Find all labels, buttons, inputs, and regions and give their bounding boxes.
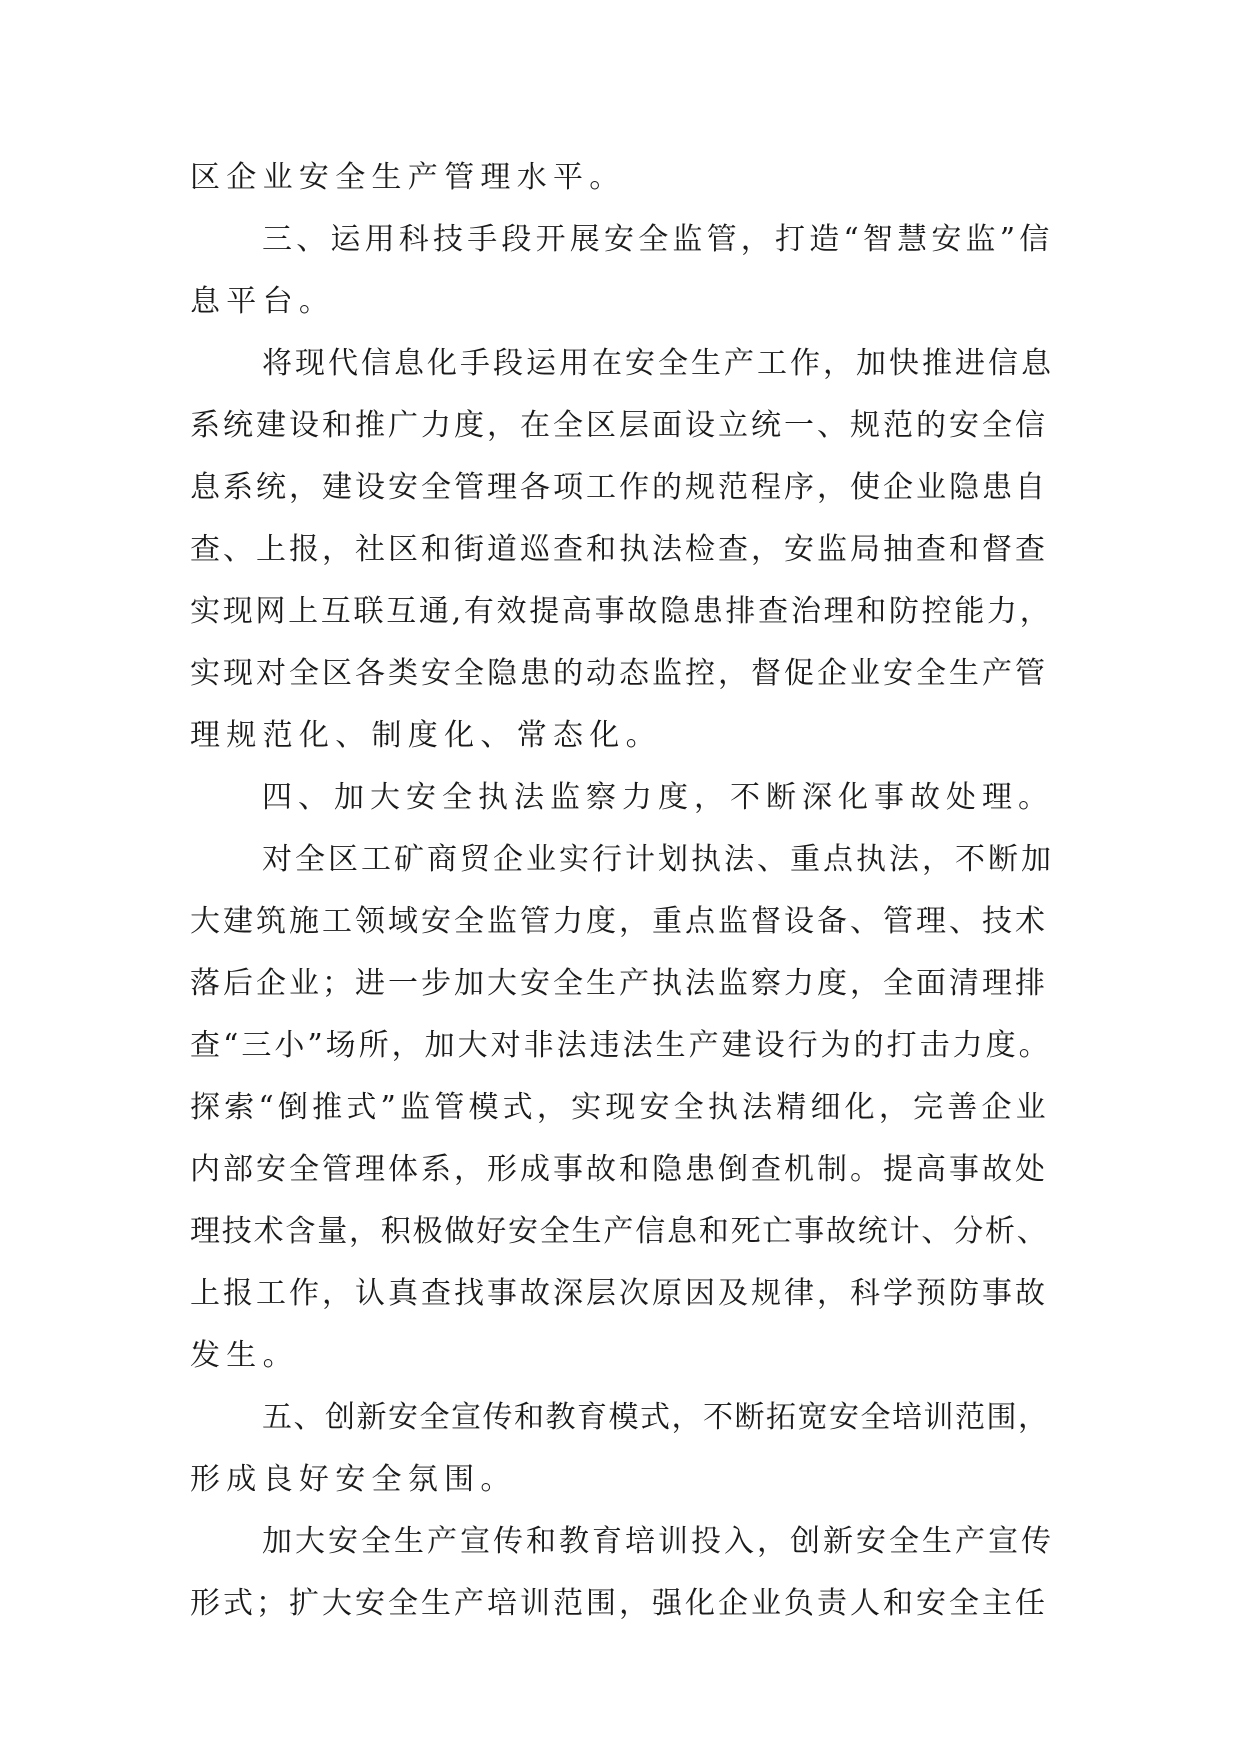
text-line: 理技术含量，积极做好安全生产信息和死亡事故统计、分析、 [190,1214,1049,1249]
text-line: 查、上报，社区和街道巡查和执法检查，安监局抽查和督查 [190,532,1048,567]
text-line: 大建筑施工领域安全监管力度，重点监督设备、管理、技术 [190,904,1048,939]
text-line: 区企业安全生产管理水平。 [190,160,626,195]
section-heading-4: 四、加大安全执法监察力度，不断深化事故处理。 [262,780,1054,815]
text-line: 加大安全生产宣传和教育培训投入，创新安全生产宣传 [262,1524,1054,1559]
text-line: 对全区工矿商贸企业实行计划执法、重点执法，不断加 [262,842,1054,877]
text-line: 息平台。 [190,284,336,319]
text-line: 查“三小”场所，加大对非法违法生产建设行为的打击力度。 [190,1028,1052,1063]
text-line: 发生。 [190,1338,299,1373]
section-heading-3: 三、运用科技手段开展安全监管，打造“智慧安监”信 [262,222,1054,257]
text-line: 内部安全管理体系，形成事故和隐患倒查机制。提高事故处 [190,1152,1048,1187]
text-line: 将现代信息化手段运用在安全生产工作，加快推进信息 [262,346,1054,381]
section-heading-5: 五、创新安全宣传和教育模式，不断拓宽安全培训范围， [262,1400,1050,1435]
text-line: 息系统，建设安全管理各项工作的规范程序，使企业隐患自 [190,470,1048,505]
document-body [190,147,1054,1635]
text-line: 系统建设和推广力度，在全区层面设立统一、规范的安全信 [190,408,1048,443]
text-line: 上报工作，认真查找事故深层次原因及规律，科学预防事故 [190,1276,1048,1311]
text-line: 形式；扩大安全生产培训范围，强化企业负责人和安全主任 [190,1586,1048,1621]
text-line: 理规范化、制度化、常态化。 [190,718,662,753]
text-line: 实现对全区各类安全隐患的动态监控，督促企业安全生产管 [190,656,1048,691]
text-line: 形成良好安全氛围。 [190,1462,517,1497]
text-line: 实现网上互联互通,有效提高事故隐患排查治理和防控能力， [190,594,1053,629]
text-line: 探索“倒推式”监管模式，实现安全执法精细化，完善企业 [190,1090,1050,1125]
text-line: 落后企业；进一步加大安全生产执法监察力度，全面清理排 [190,966,1048,1001]
